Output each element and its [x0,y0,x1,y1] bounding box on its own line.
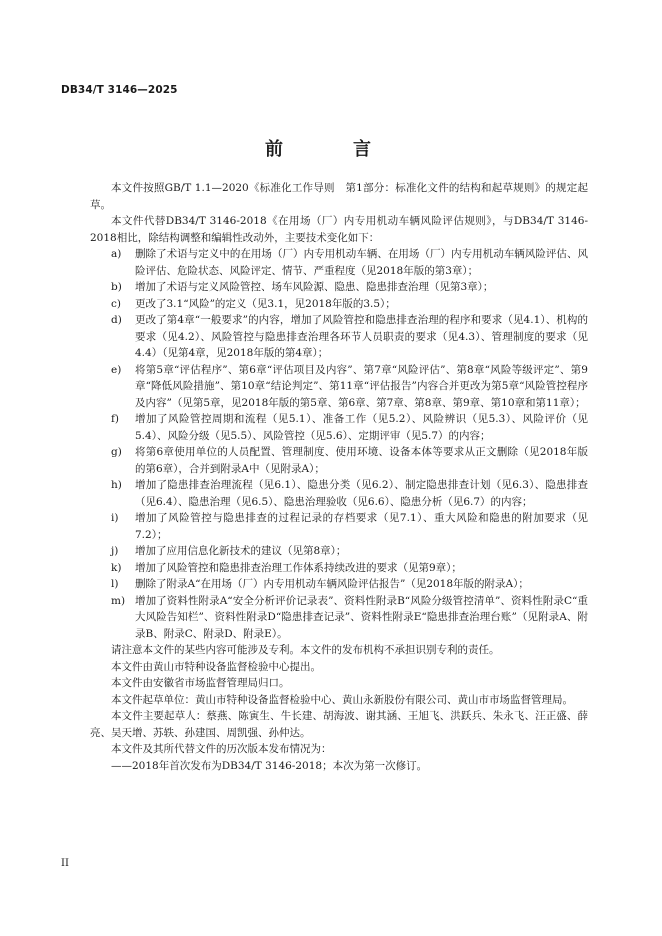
list-item-text: 增加了风险管控和隐患排查治理工作体系持续改进的要求（见第9章）； [135,561,462,574]
standard-code: DB34/T 3146—2025 [61,84,178,96]
paragraph: ——2018年首次发布为DB34/T 3146-2018；本次为第一次修订。 [111,759,428,772]
list-item-text: 增加了隐患排查治理流程（见6.1）、隐患分类（见6.2）、制定隐患排查计划（见6.3）、隐患排查（见6.4）、隐患治理（见6.5）、隐患治理验收（见6.6）、隐患分析（见6.7）的内容； [135,479,588,508]
change-list [90,246,588,642]
list-item [90,296,588,313]
list-marker: i) [111,512,119,524]
paragraph: 本文件按照GB/T 1.1—2020《标准化工作导则 第1部分：标准化文件的结构和起草规则》的规定起草。 [90,182,588,211]
list-marker: l) [111,578,119,590]
paragraph: 本文件起草单位：黄山市特种设备监督检验中心、黄山永新股份有限公司、黄山市市场监督管理局。 [111,693,573,706]
list-item [90,279,588,296]
list-item [90,411,588,444]
list-item-text: 删除了附录A“在用场（厂）内专用机动车辆风险评估报告”（见2018年版的附录A）； [135,578,529,590]
list-item [90,444,588,477]
list-item-text: 将第5章“评估程序”、第6章“评估项目及内容”、第7章“风险评估”、第8章“风险等级评定”、第9章“降低风险措施”、第10章“结论判定”、第11章“评估报告”内容合并更改为第5章“风险管控程序及内容”（见第5章，见2018年版的第5章、第6章、第7章、第8章、第9章、第10章和第11章）； [135,363,588,409]
list-marker: m) [111,594,126,607]
paragraph: 本文件及其所代替文件的历次版本发布情况为： [111,743,332,755]
list-marker: b) [111,281,122,293]
list-marker: f) [111,413,119,425]
foreword-body [90,180,588,774]
list-item-text: 增加了应用信息化新技术的建议（见第8章）； [135,545,347,557]
list-item [90,246,588,279]
paragraph: 本文件主要起草人：蔡燕、陈寅生、牛长建、胡海波、谢其涵、王旭飞、洪跃兵、朱永飞、汪正盛、薛亮、吴天增、苏轶、孙建国、周凯强、孙仲达。 [90,710,588,739]
list-item [90,362,588,412]
list-marker: c) [111,297,121,310]
list-item-text: 增加了风险管控与隐患排查的过程记录的存档要求（见7.1）、重大风险和隐患的附加要求（见7.2）； [135,512,588,541]
list-item [90,593,588,643]
list-marker: a) [111,248,122,260]
list-item-text: 增加了风险管控周期和流程（见5.1）、准备工作（见5.2）、风险辨识（见5.3）、风险评价（见5.4）、风险分级（见5.5）、风险管控（见5.6）、定期评审（见5.7）的内容； [135,413,588,442]
page-number: II [61,858,69,869]
list-item-text: 删除了术语与定义中的在用场（厂）内专用机动车辆、在用场（厂）内专用机动车辆风险评估、风险评估、危险状态、风险评定、情节、严重程度（见2018年版的第3章）； [135,248,588,277]
list-item-text: 增加了资料性附录A“安全分析评价记录表”、资料性附录B“风险分级管控清单”、资料性附录C“重大风险告知栏”、资料性附录D“隐患排查记录”、资料性附录E“隐患排查治理台账”（见附录A、附录B、附录C、附录D、附录E）。 [135,594,588,640]
list-marker: g) [111,446,122,458]
list-marker: j) [111,545,119,557]
list-marker: h) [111,479,122,491]
list-item [90,477,588,510]
list-item-text: 将第6章使用单位的人员配置、管理制度、使用环境、设备本体等要求从正文删除（见2018年版的第6章），合并到附录A中（见附录A）； [135,446,588,475]
list-item [90,543,588,560]
list-item [90,510,588,543]
paragraph: 本文件由黄山市特种设备监督检验中心提出。 [111,660,321,673]
list-item [90,576,588,593]
paragraph: 本文件由安徽省市场监督管理局归口。 [111,677,290,689]
list-marker: k) [111,561,122,574]
list-item-text: 更改了第4章“一般要求”的内容，增加了风险管控和隐患排查治理的程序和要求（见4.1）、机构的要求（见4.2）、风险管控与隐患排查治理各环节人员职责的要求（见4.3）、管理制度的要求（见4.4）（见第4章，见2018年版的第4章）； [135,314,588,359]
list-item-text: 更改了3.1“风险”的定义（见3.1，见2018年版的3.5）； [135,297,396,310]
paragraph: 本文件代替DB34/T 3146-2018《在用场（厂）内专用机动车辆风险评估规则》，与DB34/T 3146-2018相比，除结构调整和编辑性改动外，主要技术变化如下： [90,215,588,244]
list-item [90,560,588,577]
list-marker: e) [111,363,122,376]
list-item-text: 增加了术语与定义风险管控、场车风险源、隐患、隐患排查治理（见第3章）； [135,281,494,293]
page-title: 前 言 [265,139,397,160]
paragraph: 请注意本文件的某些内容可能涉及专利。本文件的发布机构不承担识别专利的责任。 [111,644,500,656]
list-marker: d) [111,314,122,326]
list-item [90,312,588,362]
